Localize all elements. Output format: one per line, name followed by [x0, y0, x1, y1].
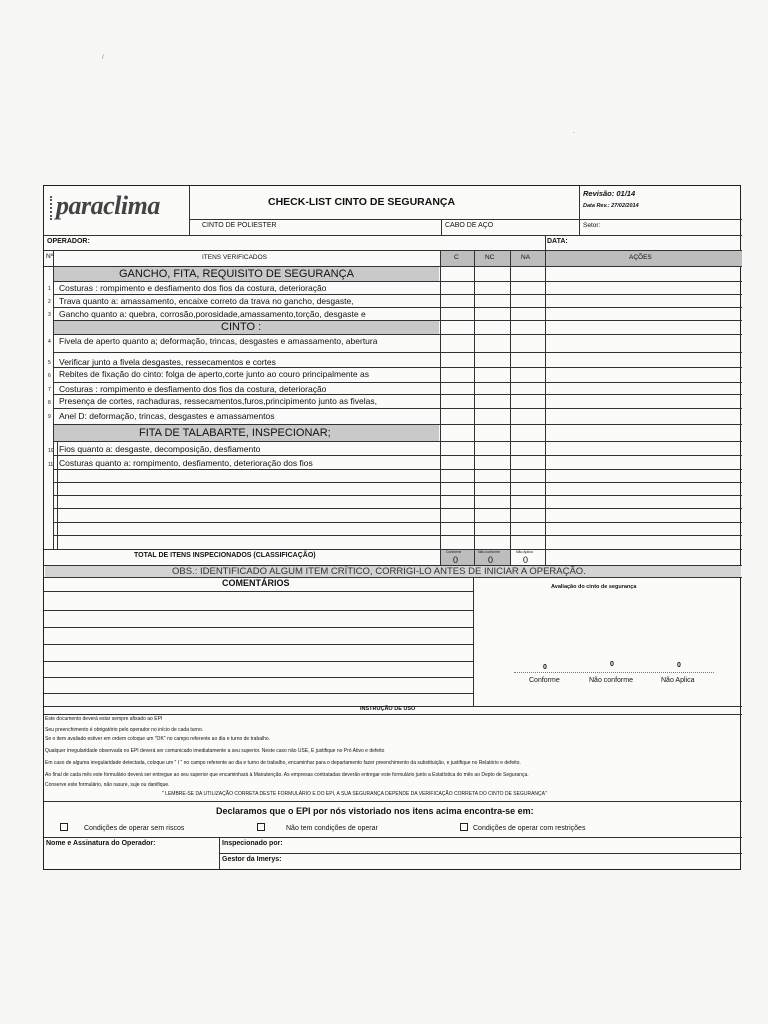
instrucao-line: Em caso de alguma irregularidade detectada, coloque um " I " no campo referente ao dia e turno de trabalho, encaminhar para o departamento fazer preenchimento da substituição, e justifique no Relatório e defeito.: [45, 760, 521, 766]
section-cinto: CINTO :: [221, 321, 262, 333]
row-num: 10: [48, 448, 54, 454]
logo-dots: [50, 196, 57, 220]
declaracao-title: Declaramos que o EPI por nós vistoriado nos itens acima encontra-se em:: [216, 806, 534, 816]
col-header-acoes: AÇÕES: [629, 254, 652, 261]
checkbox-operar-com-restricoes[interactable]: [460, 823, 468, 831]
stray-mark: `: [573, 133, 575, 139]
row-text: Verificar junto a fivela desgastes, ressecamentos e cortes: [59, 357, 276, 367]
instrucao-line: Se o item avaliado estiver em ordem coloque um "OK" no campo referente ao dia e turno de trabalho.: [45, 736, 271, 742]
row-text: Costuras quanto a: rompimento, desfiamento, deterioração dos fios: [59, 458, 313, 468]
section-fita: FITA DE TALABARTE, INSPECIONAR;: [139, 427, 331, 439]
avaliacao-nao-conforme-label: Não conforme: [589, 677, 633, 684]
total-na-value: 0: [523, 555, 529, 565]
logo-text: paraclima: [56, 191, 160, 220]
avaliacao-axis: [514, 672, 714, 673]
option-operar-sem-riscos: Condições de operar sem riscos: [84, 825, 185, 832]
stray-mark: /: [102, 55, 104, 61]
gestor-label: Gestor da Imerys:: [222, 856, 282, 863]
option-operar-com-restricoes: Condições de operar com restrições: [473, 825, 586, 832]
col-header-nc: NC: [485, 254, 495, 261]
instrucao-line: Ao final de cada mês este formulário deverá ser entregue ao seu superior que encaminhará à Manutenção. As empresas contratadas deverão entregar este formulário junto a Estatística do mês ao Depto de Segurança.: [45, 772, 529, 778]
row-num: 1: [48, 286, 51, 292]
row-text: Anel D: deformação, trincas, desgastes e amassamentos: [59, 411, 275, 421]
revision-date: Data Rev.: 27/02/2014: [583, 203, 639, 209]
total-c-label: Conforme: [446, 550, 462, 554]
row-num: 6: [48, 373, 51, 379]
row-text: Costuras : rompimento e desfiamento dos fios da costura, deterioração: [59, 384, 327, 394]
row-num: 5: [48, 360, 51, 366]
instrucao-line: Conserve este formulário, não rasure, suje ou danifique.: [45, 782, 170, 788]
row-num: 4: [48, 339, 51, 345]
avaliacao-title: Avaliação do cinto de segurança: [551, 584, 637, 590]
total-nc-value: 0: [488, 555, 494, 565]
company-logo: [50, 190, 182, 226]
row-text: Fios quanto a: desgaste, decomposição, desfiamento: [59, 444, 261, 454]
inspecionado-por-label: Inspecionado por:: [222, 840, 283, 847]
avaliacao-nao-aplica-value: 0: [677, 662, 681, 669]
data-label: DATA:: [547, 238, 568, 245]
row-num: 3: [48, 312, 51, 318]
operador-label: OPERADOR:: [47, 238, 90, 245]
instrucao-title: INSTRUÇÃO DE USO: [360, 706, 416, 712]
row-text: Rebites de fixação do cinto: folga de aperto,corte junto ao couro principalmente as: [59, 369, 369, 379]
col-header-c: C: [454, 254, 459, 261]
form-title: CHECK-LIST CINTO DE SEGURANÇA: [268, 196, 456, 208]
row-num: 8: [48, 400, 51, 406]
avaliacao-conforme-label: Conforme: [529, 677, 560, 684]
row-num: 2: [48, 299, 51, 305]
row-num: 9: [48, 414, 51, 420]
instrucao-line: Seu preenchimento é obrigatório pelo operador no início de cada turno.: [45, 727, 204, 733]
checkbox-nao-tem-condicoes[interactable]: [257, 823, 265, 831]
col-header-num: Nº: [46, 253, 54, 260]
row-text: Costuras : rompimento e desfiamento dos fios da costura, deterioração: [59, 283, 327, 293]
nome-operador-label: Nome e Assinatura do Operador:: [46, 840, 156, 847]
revision: Revisão: 01/14: [583, 189, 636, 198]
col-header-itens: ITENS VERIFICADOS: [202, 254, 268, 261]
row-text: Presença de cortes, rachaduras, ressecamentos,furos,principimento junto as fivelas,: [59, 396, 377, 406]
checklist-form: [43, 185, 741, 870]
row-num: 11: [48, 462, 54, 468]
avaliacao-nao-aplica-label: Não Aplica: [661, 677, 695, 684]
total-na-label: Não Aplica: [516, 550, 533, 554]
row-num: 7: [48, 387, 51, 393]
total-label: TOTAL DE ITENS INSPECIONADOS (CLASSIFICAÇÃO): [134, 552, 316, 559]
row-text: Gancho quanto a: quebra, corrosão,porosidade,amassamento,torção, desgaste e: [59, 309, 366, 319]
option-nao-tem-condicoes: Não tem condições de operar: [286, 825, 378, 832]
lembre-note: " LEMBRE-SE DA UTILIZAÇÃO CORRETA DESTE FORMULÁRIO E DO EPI, A SUA SEGURANÇA DEPENDE DA VERIFICAÇÃO CORRETA DO CINTO DE SEGURANÇA": [162, 791, 547, 797]
row-text: Fivela de aperto quanto a; deformação, trincas, desgastes e amassamento, abertura: [59, 336, 378, 346]
section-gancho: GANCHO, FITA, REQUISITO DE SEGURANÇA: [119, 268, 354, 280]
avaliacao-nao-conforme-value: 0: [610, 661, 614, 668]
row-text: Trava quanto a: amassamento, encaixe correto da trava no gancho, desgaste,: [59, 296, 354, 306]
instrucao-line: Este documento deverá estar sempre afixado ao EPI: [45, 716, 163, 722]
total-c-value: 0: [453, 555, 459, 565]
obs-warning: OBS.: IDENTIFICADO ALGUM ITEM CRÍTICO, CORRIGI-LO ANTES DE INICIAR A OPERAÇÃO.: [172, 566, 586, 577]
cinto-poliester-label: CINTO DE POLIESTER: [202, 222, 277, 229]
instrucao-line: Qualquer irregularidade observada no EPI deverá ser comunicado imediatamente a seu superior. Neste caso não USE, E justifique no Pró Ativo e defeito: [45, 748, 385, 754]
cabo-aco-label: CABO DE AÇO: [445, 222, 494, 229]
avaliacao-conforme-value: 0: [543, 664, 547, 671]
setor-label: Setor:: [583, 222, 601, 229]
checkbox-operar-sem-riscos[interactable]: [60, 823, 68, 831]
comentarios-title: COMENTÁRIOS: [222, 578, 290, 588]
col-header-na: NA: [521, 254, 531, 261]
total-nc-label: Não conforme: [478, 550, 500, 554]
